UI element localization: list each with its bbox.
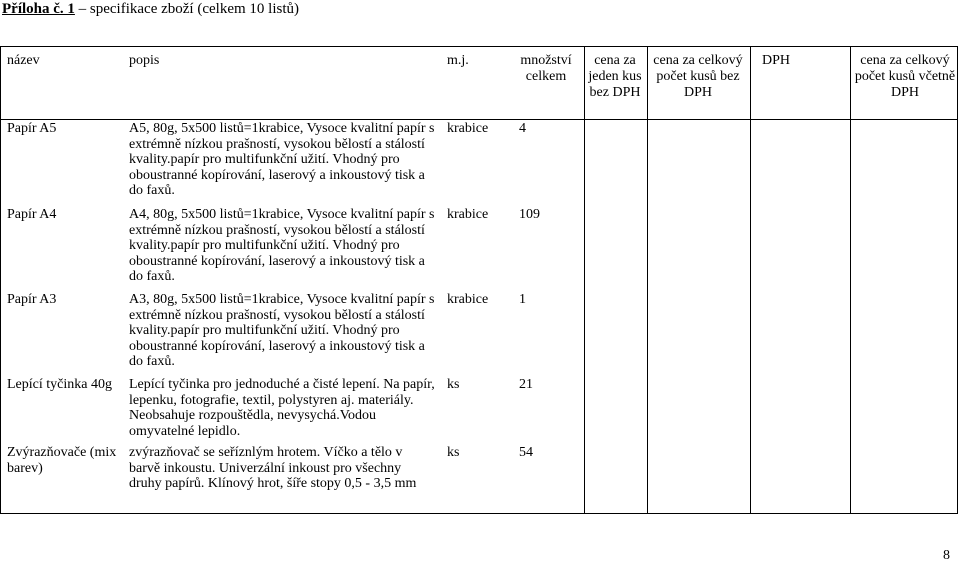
row-4-unit: ks [447, 377, 460, 392]
header-desc: popis [129, 53, 160, 68]
row-1-name: Papír A5 [7, 121, 57, 136]
row-1-desc: A5, 80g, 5x500 listů=1krabice, Vysoce kvalitní papír s extrémně nízkou prašností, vysokou bělostí a stálostí kvality.papír pro multifunkční užití. Vhodný pro oboustranné kopírování, laserový a inkoustový tisk a do faxů. [129, 121, 435, 198]
row-2-name: Papír A4 [7, 207, 57, 222]
header-price-total-vat: cena za celkový počet kusů včetně DPH [854, 53, 956, 100]
heading-prefix: Příloha č. 1 [2, 1, 75, 17]
header-divider [1, 119, 957, 120]
row-5-desc: zvýrazňovač se seříznlým hrotem. Víčko a tělo v barvě inkoustu. Univerzální inkoust pro všechny druhy papírů. Klínový hrot, šíře stopy 0,5 - 3,5 mm [129, 445, 417, 491]
row-2-desc: A4, 80g, 5x500 listů=1krabice, Vysoce kvalitní papír s extrémně nízkou prašností, vysokou bělostí a stálostí kvality.papír pro multifunkční užití. Vhodný pro oboustranné kopírování, laserový a inkoustový tisk a do faxů. [129, 207, 435, 284]
specification-table [0, 46, 958, 514]
row-2-unit: krabice [447, 207, 489, 222]
row-1-qty: 4 [519, 121, 526, 136]
header-name: název [7, 53, 40, 68]
col-divider [750, 47, 751, 513]
heading-rest: – specifikace zboží (celkem 10 listů) [74, 1, 299, 17]
row-5-unit: ks [447, 445, 460, 460]
header-price-total: cena za celkový počet kusů bez DPH [653, 53, 743, 100]
row-5-qty: 54 [519, 445, 533, 460]
header-vat: DPH [761, 53, 790, 68]
row-2-qty: 109 [519, 207, 540, 222]
page-number: 8 [943, 548, 950, 563]
col-divider [584, 47, 585, 513]
header-qty: množství celkem [520, 53, 572, 84]
row-4-name: Lepící tyčinka 40g [7, 377, 112, 392]
row-5-name: Zvýrazňovače (mix barev) [7, 445, 117, 476]
row-4-qty: 21 [519, 377, 533, 392]
col-divider [647, 47, 648, 513]
header-unit: m.j. [447, 53, 469, 68]
header-price-unit: cena za jeden kus bez DPH [588, 53, 642, 100]
row-3-qty: 1 [519, 292, 526, 307]
page-heading [2, 0, 299, 18]
row-3-name: Papír A3 [7, 292, 57, 307]
row-3-unit: krabice [447, 292, 489, 307]
row-3-desc: A3, 80g, 5x500 listů=1krabice, Vysoce kvalitní papír s extrémně nízkou prašností, vysokou bělostí a stálostí kvality.papír pro multifunkční užití. Vhodný pro oboustranné kopírování, laserový a inkoustový tisk a do faxů. [129, 292, 435, 369]
row-4-desc: Lepící tyčinka pro jednoduché a čisté lepení. Na papír, lepenku, fotografie, textil, polystyren aj. materiály. Neobsahuje rozpouštědla, nevysychá.Vodou omyvatelné lepidlo. [129, 377, 435, 439]
col-divider [850, 47, 851, 513]
row-1-unit: krabice [447, 121, 489, 136]
